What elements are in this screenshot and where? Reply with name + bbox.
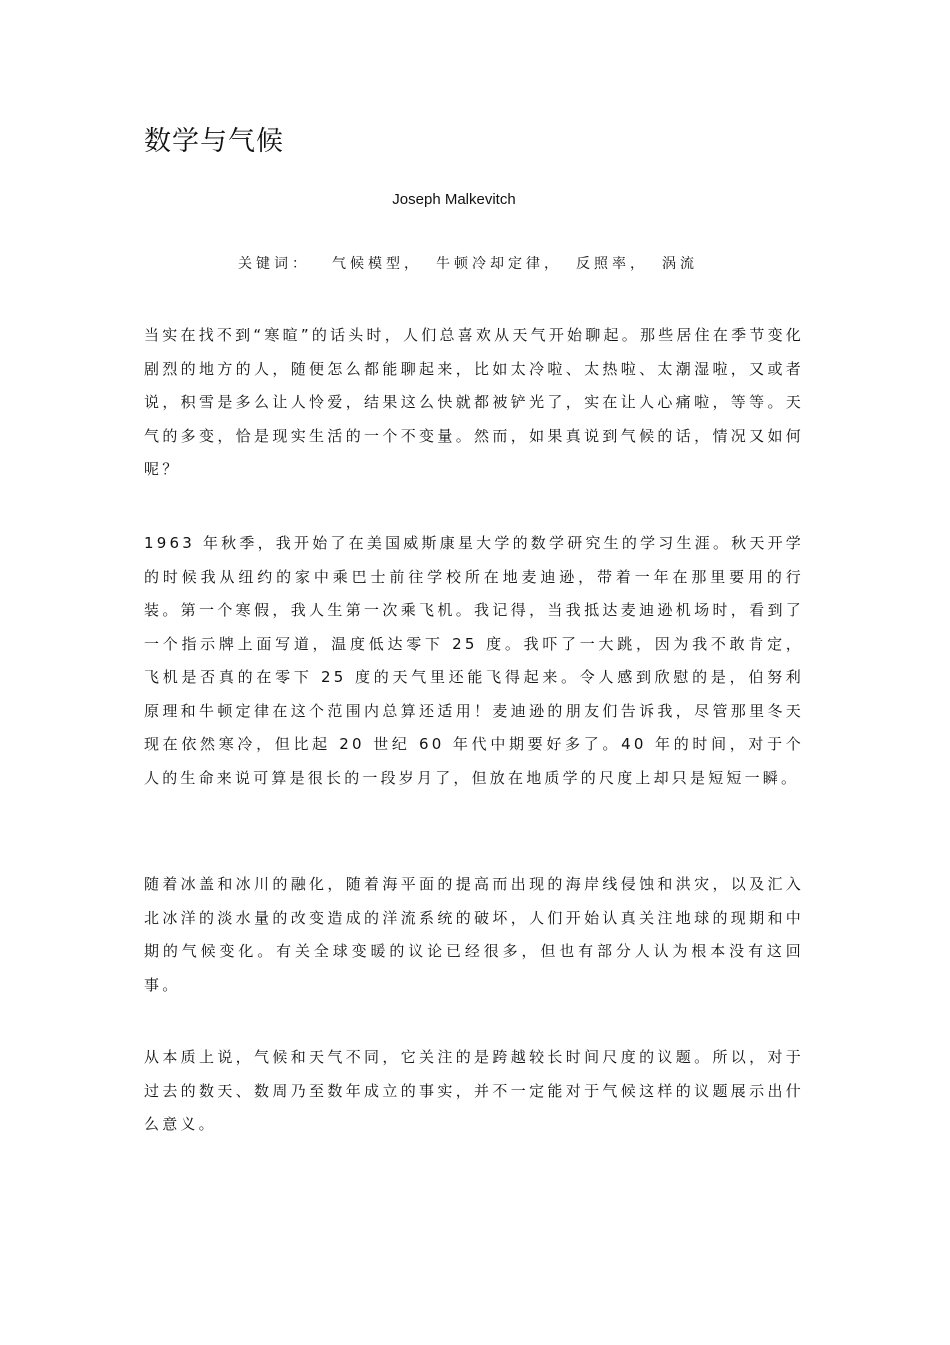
keyword-item: 气候模型， xyxy=(332,256,422,272)
author-name: Joseph Malkevitch xyxy=(392,191,516,208)
body-paragraph: 1963 年秋季，我开始了在美国威斯康星大学的数学研究生的学习生涯。秋天开学的时候我从纽约的家中乘巴士前往学校所在地麦迪逊，带着一年在那里要用的行装。第一个寒假，我人生第一次乘飞机。我记得，当我抵达麦迪逊机场时，看到了一个指示牌上面写道，温度低达零下 25 度。我吓了一大跳，因为我不敢肯定，飞机是否真的在零下 25 度的天气里还能飞得起来。令人感到欣慰的是，伯努利原理和牛顿定律在这个范围内总算还适用！麦迪逊的朋友们告诉我，尽管那里冬天现在依然寒冷，但比起 20 世纪 60 年代中期要好多了。40 年的时间，对于个人的生命来说可算是很长的一段岁月了，但放在地质学的尺度上却只是短短一瞬。 xyxy=(144,534,804,787)
keyword-item: 涡流 xyxy=(662,256,698,272)
body-paragraph: 当实在找不到“寒暄”的话头时，人们总喜欢从天气开始聊起。那些居住在季节变化剧烈的地方的人，随便怎么都能聊起来，比如太冷啦、太热啦、太潮湿啦，又或者说，积雪是多么让人怜爱，结果这么快就都被铲光了，实在让人心痛啦，等等。天气的多变，恰是现实生活的一个不变量。然而，如果真说到气候的话，情况又如何呢？ xyxy=(144,326,804,478)
keywords-label: 关键词： xyxy=(238,256,310,272)
keyword-item: 牛顿冷却定律， xyxy=(436,256,562,272)
keywords-line xyxy=(238,252,712,276)
body-paragraph: 从本质上说，气候和天气不同，它关注的是跨越较长时间尺度的议题。所以，对于过去的数天、数周乃至数年成立的事实，并不一定能对于气候这样的议题展示出什么意义。 xyxy=(144,1048,804,1133)
page-title: 数学与气候 xyxy=(144,126,284,157)
body-paragraph: 随着冰盖和冰川的融化，随着海平面的提高而出现的海岸线侵蚀和洪灾，以及汇入北冰洋的淡水量的改变造成的洋流系统的破坏，人们开始认真关注地球的现期和中期的气候变化。有关全球变暖的议论已经很多，但也有部分人认为根本没有这回事。 xyxy=(144,875,804,994)
keyword-item: 反照率， xyxy=(576,256,648,272)
